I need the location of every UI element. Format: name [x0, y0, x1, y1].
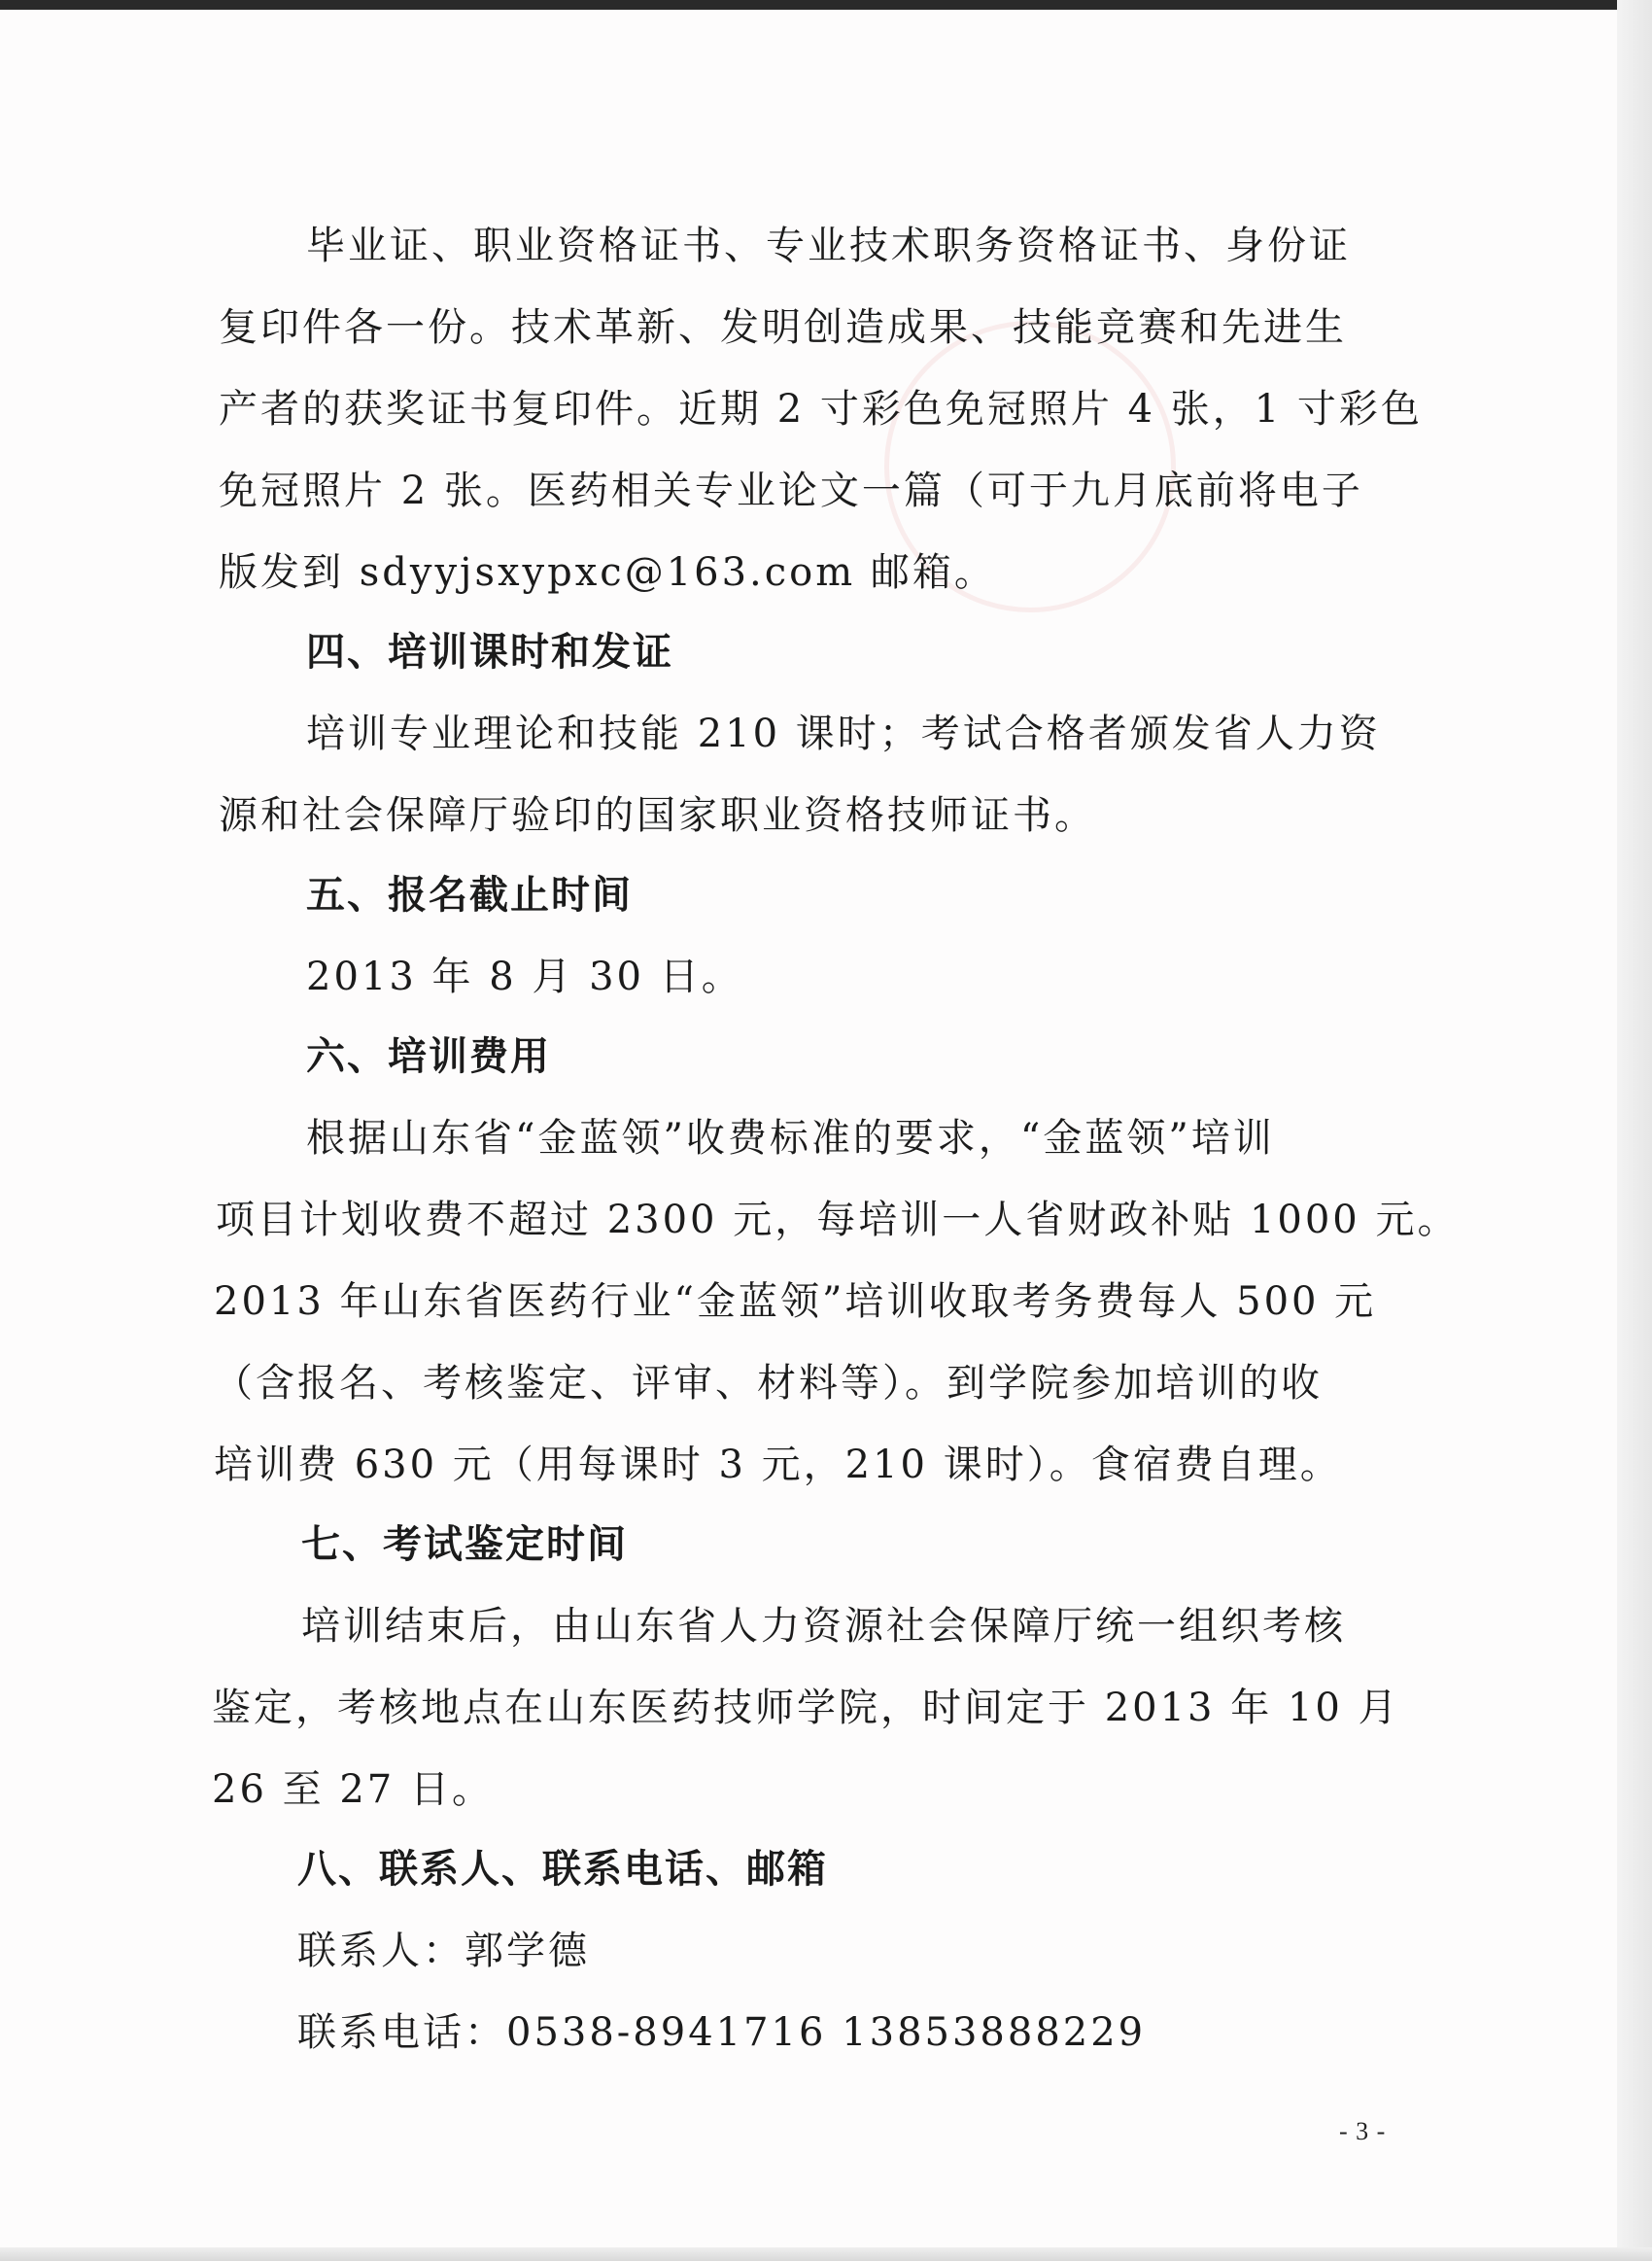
- body-line: 根据山东省“金蓝领”收费标准的要求，“金蓝领”培训: [306, 1116, 1275, 1161]
- section-heading: 八、联系人、联系电话、邮箱: [297, 1847, 828, 1892]
- body-line: 项目计划收费不超过 2300 元，每培训一人省财政补贴 1000 元。: [216, 1198, 1460, 1242]
- scan-bottom-edge: [0, 2247, 1652, 2261]
- body-line: 2013 年山东省医药行业“金蓝领”培训收取考务费每人 500 元: [214, 1279, 1377, 1324]
- body-line: 培训费 630 元（用每课时 3 元，210 课时）。食宿费自理。: [214, 1443, 1342, 1487]
- section-heading: 五、报名截止时间: [306, 873, 633, 918]
- body-line: （含报名、考核鉴定、评审、材料等）。到学院参加培训的收: [214, 1361, 1323, 1406]
- section-heading: 四、培训课时和发证: [306, 630, 673, 675]
- body-line: 免冠照片 2 张。医药相关专业论文一篇（可于九月底前将电子: [219, 469, 1363, 513]
- scan-right-edge: [1617, 0, 1652, 2261]
- section-heading: 七、考试鉴定时间: [301, 1522, 628, 1567]
- body-line: 产者的获奖证书复印件。近期 2 寸彩色免冠照片 4 张，1 寸彩色: [219, 387, 1423, 432]
- section-heading: 六、培训费用: [306, 1034, 551, 1079]
- body-line: 复印件各一份。技术革新、发明创造成果、技能竞赛和先进生: [219, 305, 1347, 350]
- contact-person: 联系人：郭学德: [297, 1929, 590, 1973]
- contact-phone: 联系电话：0538-8941716 13853888229: [297, 2010, 1147, 2055]
- page-number: - 3 -: [1339, 2117, 1387, 2145]
- body-line: 培训结束后，由山东省人力资源社会保障厅统一组织考核: [301, 1604, 1346, 1649]
- body-line: 培训专业理论和技能 210 课时；考试合格者颁发省人力资: [306, 712, 1381, 756]
- body-line: 26 至 27 日。: [212, 1767, 494, 1812]
- body-line: 2013 年 8 月 30 日。: [306, 955, 743, 999]
- scan-top-edge: [0, 0, 1652, 10]
- body-line: 毕业证、职业资格证书、专业技术职务资格证书、身份证: [306, 224, 1351, 268]
- body-line: 版发到 sdyyjsxypxc@163.com 邮箱。: [219, 550, 996, 595]
- body-line: 源和社会保障厅验印的国家职业资格技师证书。: [219, 793, 1096, 838]
- body-line: 鉴定，考核地点在山东医药技师学院，时间定于 2013 年 10 月: [212, 1686, 1400, 1730]
